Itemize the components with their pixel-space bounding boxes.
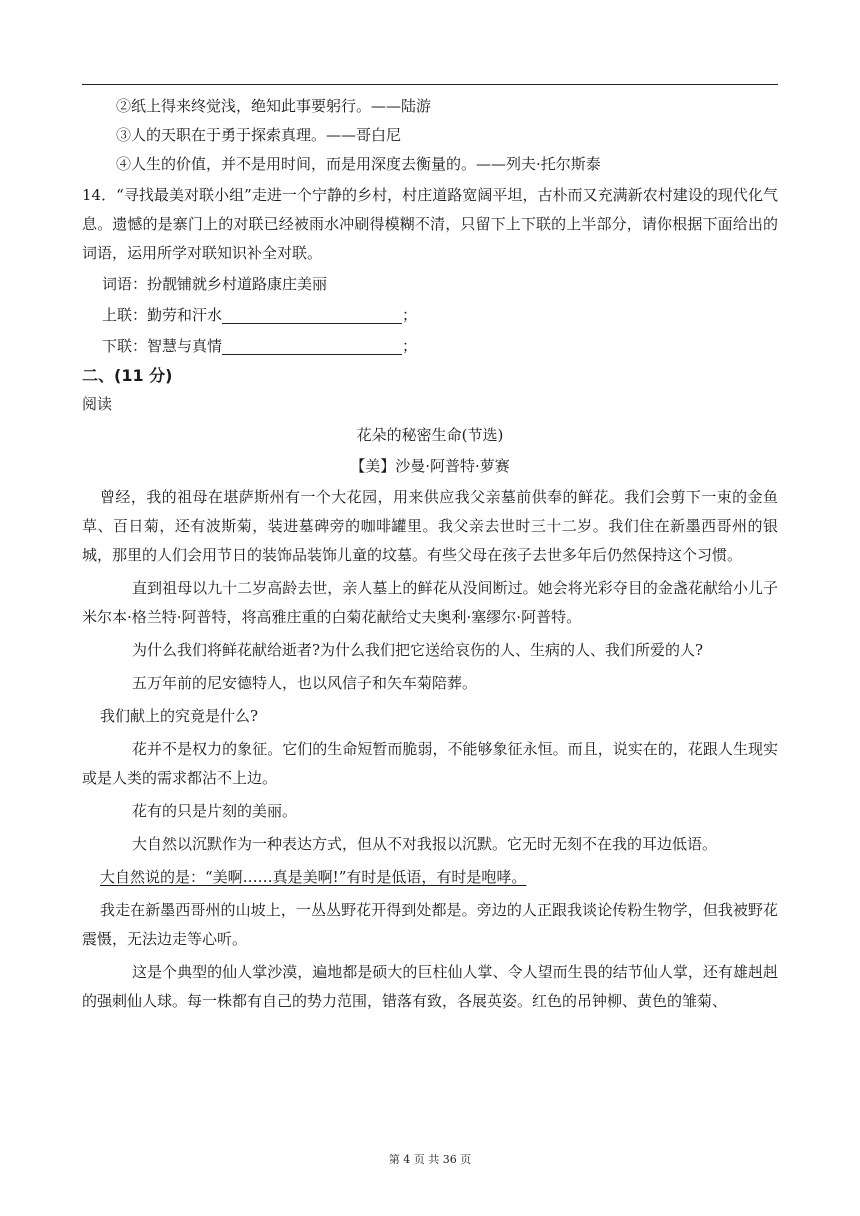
header-rule (82, 84, 778, 85)
underlined-sentence: 大自然说的是：“美啊……真是美啊!”有时是低语，有时是咆哮。 (100, 868, 527, 886)
section-label: 阅读 (82, 395, 113, 413)
lower-couplet-end: ； (402, 337, 418, 355)
section-heading: 二、(11 分) (82, 366, 173, 385)
upper-couplet (82, 301, 778, 330)
upper-couplet-end: ； (402, 306, 418, 324)
article-title: 花朵的秘密生命(节选) (356, 426, 504, 444)
article-paragraph: 我们献上的究竟是什么? (100, 707, 259, 725)
page-footer: 第 4 页 共 36 页 (388, 1153, 472, 1166)
article-paragraph: 大自然以沉默作为一种表达方式，但从不对我报以沉默。它无时无刻不在我的耳边低语。 (132, 835, 718, 853)
quote-4: ④人生的价值，并不是用时间，而是用深度去衡量的。——列夫·托尔斯泰 (116, 155, 601, 173)
article-paragraph: 这是个典型的仙人掌沙漠，遍地都是硕大的巨柱仙人掌、令人望而生畏的结节仙人掌，还有雄赳赳的强刺仙人球。每一株都有自己的势力范围，错落有致，各展英姿。红色的吊钟柳、黄色的雏菊、 (82, 963, 778, 1010)
article-paragraph: 花并不是权力的象征。它们的生命短暂而脆弱，不能够象征永恒。而且，说实在的，花跟人生现实或是人类的需求都沾不上边。 (82, 740, 778, 787)
article-paragraph: 花有的只是片刻的美丽。 (132, 802, 298, 820)
lower-couplet-blank[interactable] (222, 336, 402, 355)
upper-couplet-label: 上联：勤劳和汗水 (102, 306, 223, 324)
upper-couplet-blank[interactable] (222, 305, 402, 324)
lower-couplet-label: 下联：智慧与真情 (102, 337, 223, 355)
question-14-text: 14．“寻找最美对联小组”走进一个宁静的乡村，村庄道路宽阔平坦，古朴而又充满新农村建设的现代化气息。遗憾的是寨门上的对联已经被雨水冲刷得模糊不清，只留下上下联的上半部分，请你根据下面给出的词语，运用所学对联知识补全对联。 (82, 186, 778, 262)
article-paragraph: 曾经，我的祖母在堪萨斯州有一个大花园，用来供应我父亲墓前供奉的鲜花。我们会剪下一束的金鱼草、百日菊，还有波斯菊，装进墓碑旁的咖啡罐里。我父亲去世时三十二岁。我们住在新墨西哥州的银城，那里的人们会用节日的装饰品装饰儿童的坟墓。有些父母在孩子去世多年后仍然保持这个习惯。 (82, 488, 778, 564)
article-paragraph: 为什么我们将鲜花献给逝者?为什么我们把它送给哀伤的人、生病的人、我们所爱的人? (132, 641, 704, 659)
article-paragraph: 五万年前的尼安德特人，也以风信子和矢车菊陪葬。 (132, 674, 478, 692)
article-author: 【美】沙曼·阿普特·萝赛 (350, 457, 510, 475)
article-paragraph: 我走在新墨西哥州的山坡上，一丛丛野花开得到处都是。旁边的人正跟我谈论传粉生物学，但我被野花震慑，无法边走等心听。 (82, 901, 778, 948)
quote-2: ②纸上得来终觉浅，绝知此事要躬行。——陆游 (116, 97, 432, 115)
question-14-words: 词语：扮靓铺就乡村道路康庄美丽 (102, 275, 328, 293)
page-content (82, 92, 778, 1016)
article-paragraph: 直到祖母以九十二岁高龄去世，亲人墓上的鲜花从没间断过。她会将光彩夺目的金盏花献给小儿子米尔本·格兰特·阿普特，将高雅庄重的白菊花献给丈夫奥利·塞缪尔·阿普特。 (82, 579, 778, 626)
quote-3: ③人的天职在于勇于探索真理。——哥白尼 (116, 126, 402, 144)
lower-couplet (82, 332, 778, 361)
